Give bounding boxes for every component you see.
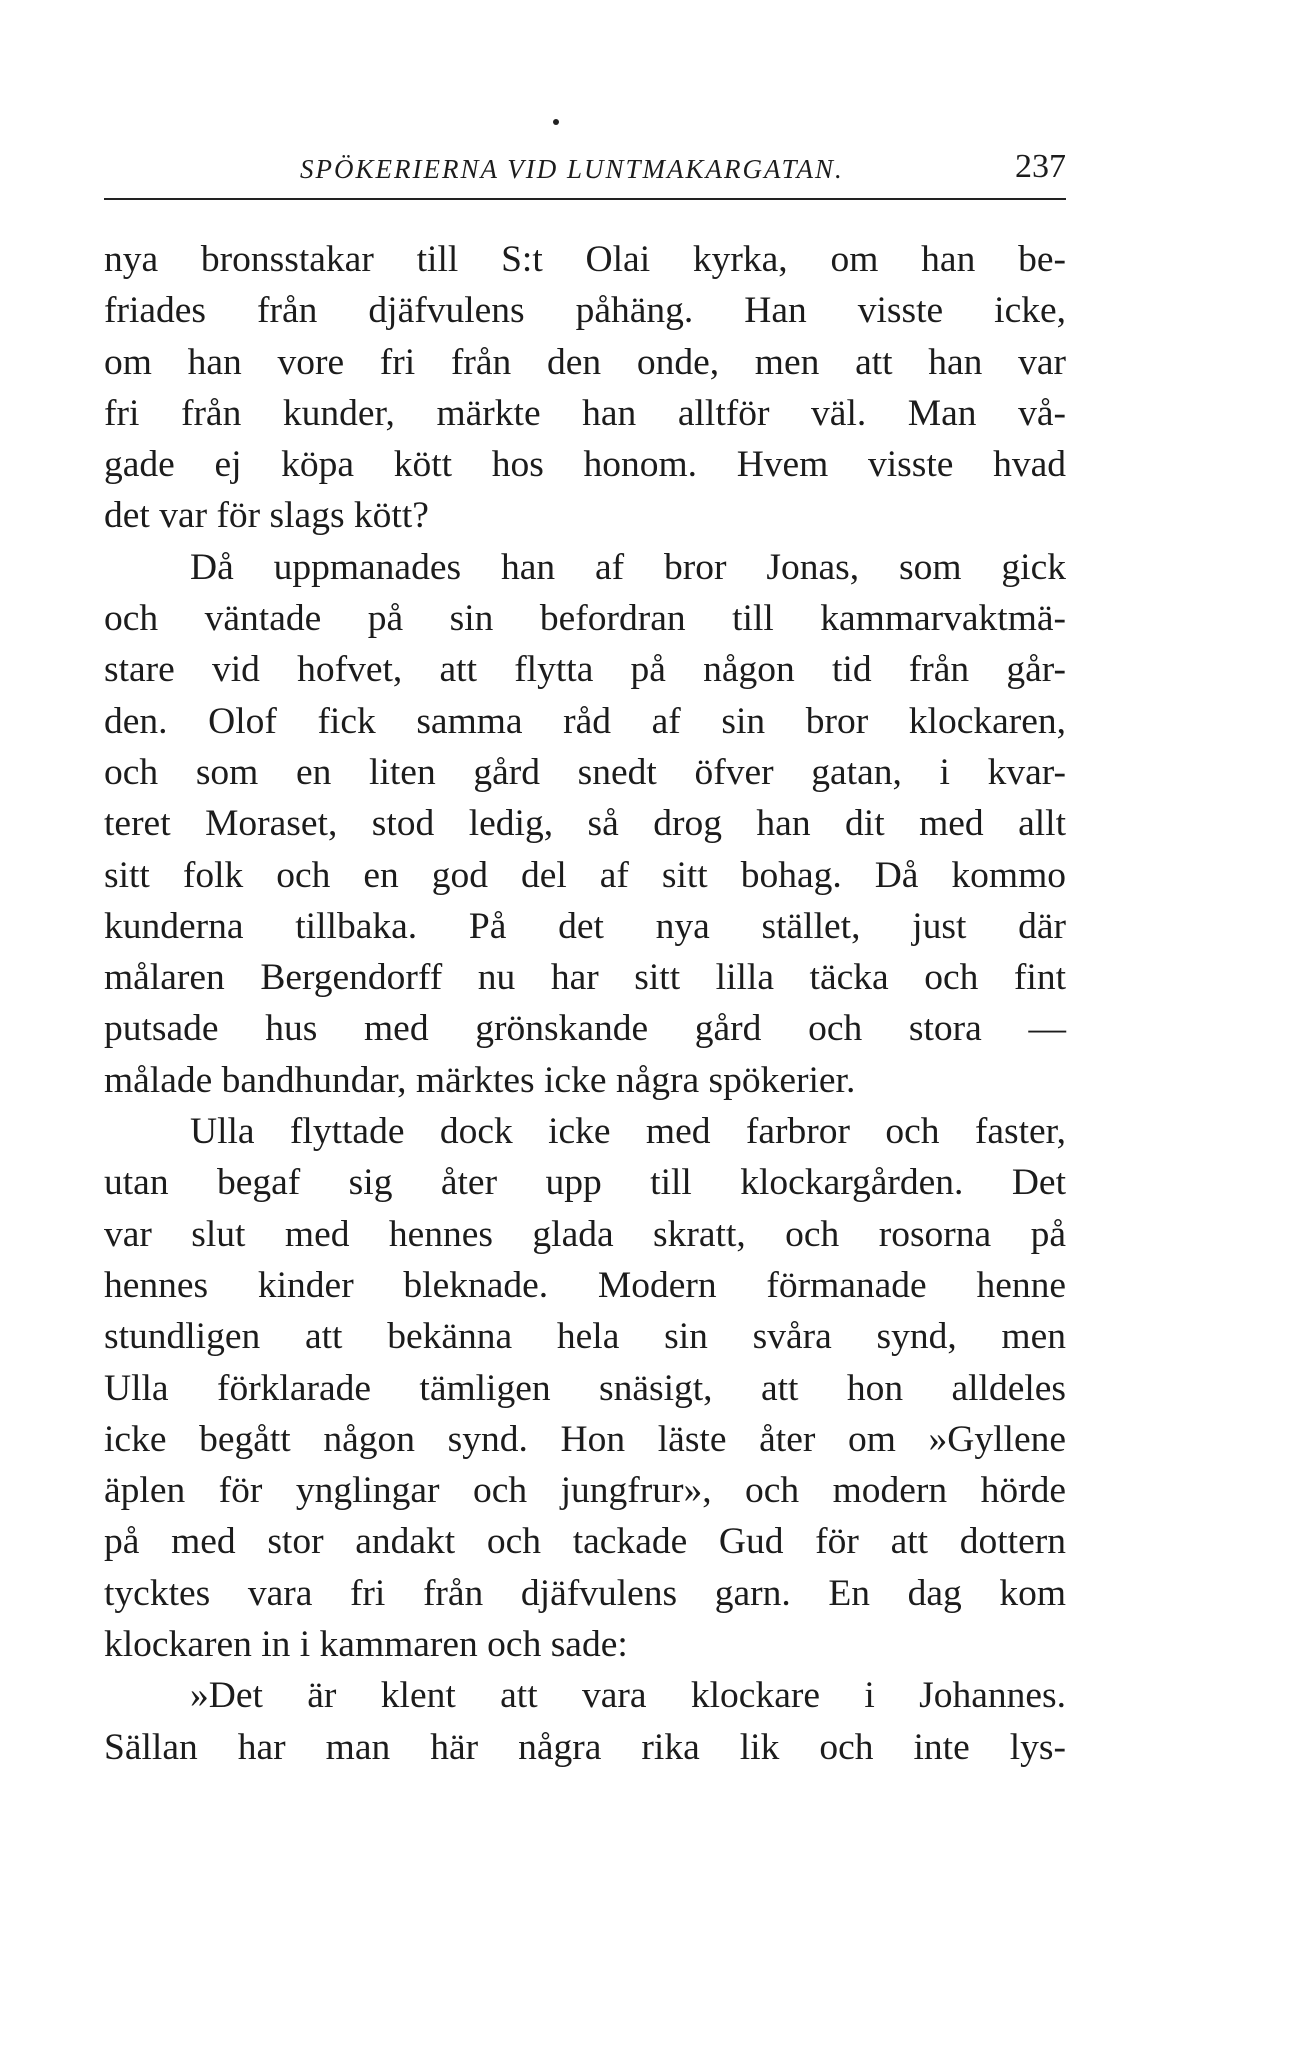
running-head	[104, 146, 1066, 196]
text-line: det var för slags kött?	[104, 495, 429, 537]
text-line: utan begaf sig åter upp till klockargården. Det	[104, 1162, 1066, 1204]
text-line: tycktes vara fri från djäfvulens garn. En dag kom	[104, 1572, 1066, 1614]
text-line: stare vid hofvet, att flytta på någon tid från går-	[104, 649, 1066, 691]
text-line: Ulla flyttade dock icke med farbror och faster,	[190, 1111, 1066, 1153]
text-line: kunderna tillbaka. På det nya stället, just där	[104, 905, 1066, 947]
text-line: och som en liten gård snedt öfver gatan, i kvar-	[104, 751, 1066, 793]
text-line: Ulla förklarade tämligen snäsigt, att hon alldeles	[104, 1367, 1066, 1409]
text-line: den. Olof fick samma råd af sin bror klockaren,	[104, 700, 1066, 742]
text-line: friades från djäfvulens påhäng. Han visste icke,	[104, 290, 1066, 332]
text-line: på med stor andakt och tackade Gud för att dottern	[104, 1521, 1066, 1563]
text-line: gade ej köpa kött hos honom. Hvem visste hvad	[104, 444, 1066, 486]
printer-mark	[553, 119, 559, 125]
text-line: äplen för ynglingar och jungfrur», och modern hörde	[104, 1470, 1066, 1512]
text-line: Sällan har man här några rika lik och inte lys-	[104, 1726, 1066, 1768]
text-line: fri från kunder, märkte han alltför väl. Man vå-	[104, 392, 1066, 434]
text-line: målade bandhundar, märktes icke några spökerier.	[104, 1059, 856, 1101]
text-line: nya bronsstakar till S:t Olai kyrka, om han be-	[104, 239, 1066, 280]
text-line: hennes kinder bleknade. Modern förmanade henne	[104, 1264, 1066, 1306]
text-line: sitt folk och en god del af sitt bohag. Då kommo	[104, 854, 1066, 896]
text-line: och väntade på sin befordran till kammarvaktmä-	[104, 598, 1066, 640]
running-title: SPÖKERIERNA VID LUNTMAKARGATAN.	[300, 154, 844, 184]
text-line: om han vore fri från den onde, men att han var	[104, 341, 1066, 383]
text-line: stundligen att bekänna hela sin svåra synd, men	[104, 1316, 1066, 1358]
text-line: målaren Bergendorff nu har sitt lilla täcka och fint	[104, 957, 1066, 999]
body-text	[104, 234, 1066, 1773]
text-line: klockaren in i kammaren och sade:	[104, 1624, 628, 1666]
text-line: icke begått någon synd. Hon läste åter om »Gyllene	[104, 1418, 1066, 1460]
text-line: teret Moraset, stod ledig, så drog han dit med allt	[104, 803, 1066, 845]
text-line: Då uppmanades han af bror Jonas, som gick	[190, 546, 1066, 588]
header-rule	[104, 198, 1066, 200]
text-line: »Det är klent att vara klockare i Johannes.	[190, 1675, 1066, 1717]
page-number: 237	[1015, 148, 1066, 185]
text-line: var slut med hennes glada skratt, och rosorna på	[104, 1213, 1066, 1255]
text-line: putsade hus med grönskande gård och stora —	[104, 1008, 1066, 1050]
